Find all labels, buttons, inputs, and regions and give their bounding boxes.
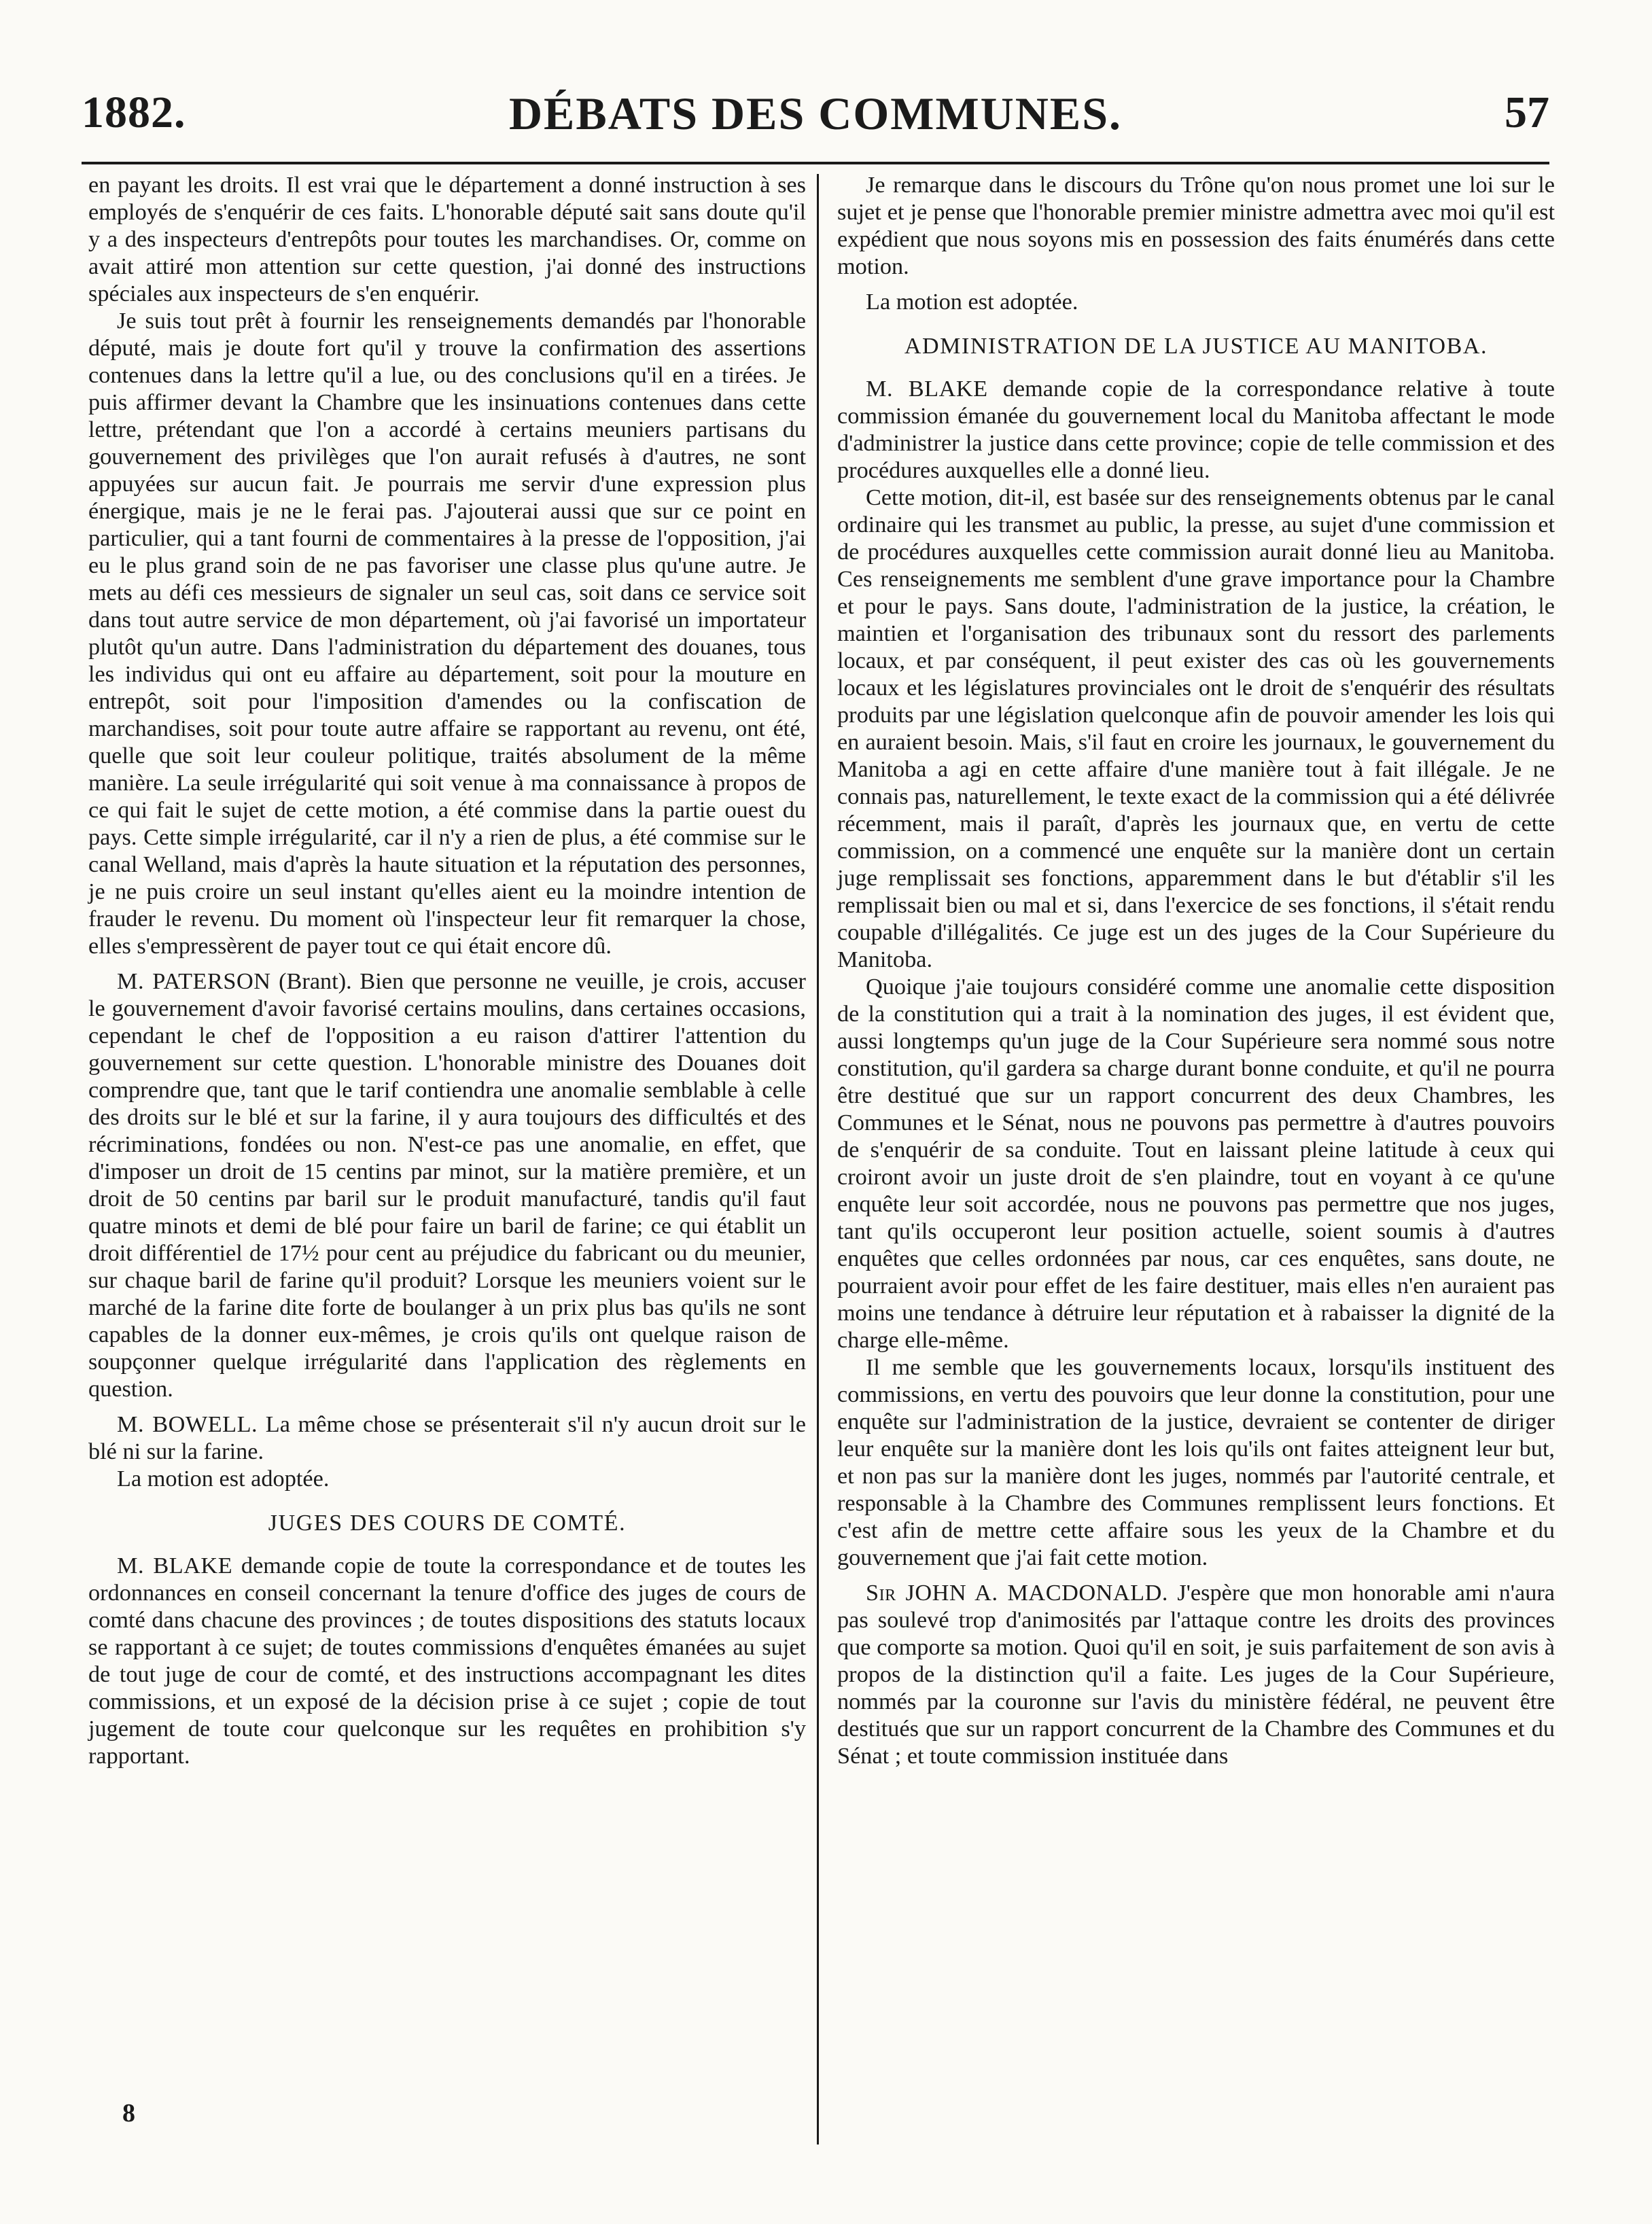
signature-mark: 8 [122, 2099, 135, 2128]
paragraph: Il me semble que les gouvernements locaux, lorsqu'ils instituent des commissions, en vertu des pouvoirs que leur donne la constitution, pour une enquête sur l'administration de la justice, devraient se contenter de diriger leur enquête sur la manière dont les lois qu'ils ont faites atteignent leur but, et non pas sur la manière dont les juges, nommés par l'autorité centrale, et responsable à la Chambre des Communes remplissent leurs fonctions. Et c'est afin de mettre cette affaire sous les yeux de la Chambre et du gouvernement que j'ai fait cette motion. [837, 1354, 1555, 1570]
paragraph [88, 968, 806, 1402]
speech-text: demande copie de toute la correspondance et de toutes les ordonnances en conseil concernant la tenure d'office des juges de cours de comté dans chacune des provinces ; de toutes dispositions des statuts locaux se rapportant à ce sujet; de toutes commissions d'enquêtes émanées au sujet de tout juge de cour de comté, et des instructions accompagnant les dites commissions, et un exposé de la décision prise à ce sujet ; copie de tout jugement de toute cour quelconque sur les requêtes en prohibition s'y rapportant. [88, 1553, 806, 1769]
paragraph: Je remarque dans le discours du Trône qu'on nous promet une loi sur le sujet et je pense que l'honorable premier ministre admettra avec moi qu'il est expédient que nous soyons mis en possession des faits énumérés dans cette motion. [837, 172, 1555, 279]
speaker-name: M. BLAKE [866, 376, 988, 402]
speaker-name: M. BOWELL. [117, 1411, 258, 1437]
speech-text: La même chose se présenterait s'il n'y aucun droit sur le blé ni sur la farine. [88, 1411, 806, 1464]
paragraph [88, 1552, 806, 1769]
paragraph [837, 375, 1555, 484]
paragraph: en payant les droits. Il est vrai que le département a donné instruction à ses employés de s'enquérir de ces faits. L'honorable député sait sans doute qu'il y a des inspecteurs d'entrepôts pour toutes les marchandises. Or, comme on avait attiré mon attention sur cette question, j'ai donné des instructions spéciales aux inspecteurs de s'en enquérir. [88, 172, 806, 306]
speaker-name: Sir JOHN A. MACDONALD. [866, 1580, 1168, 1606]
speech-text: demande copie de la correspondance relative à toute commission émanée du gouvernement local du Manitoba affectant le mode d'administrer la justice dans cette province; copie de telle commission et des procédures auxquelles elle a donné lieu. [837, 376, 1555, 483]
section-heading: JUGES DES COURS DE COMTÉ. [268, 1511, 627, 1536]
section-heading: ADMINISTRATION DE LA JUSTICE AU MANITOBA. [904, 334, 1488, 359]
paragraph: La motion est adoptée. [117, 1466, 330, 1492]
paragraph [88, 1411, 806, 1465]
header-title: DÉBATS DES COMMUNES. [508, 88, 1123, 139]
paragraph: La motion est adoptée. [866, 289, 1078, 315]
left-column [88, 171, 806, 1769]
speech-text: (Brant). Bien que personne ne veuille, je crois, accuser le gouvernement d'avoir favorisé certains moulins, dans certaines occasions, cependant le chef de l'opposition a eu raison d'attirer l'attention du gouvernement sur cette question. L'honorable ministre des Douanes doit comprendre que, tant que le tarif contiendra une anomalie semblable à celle des droits sur le blé et sur la farine, il y aura toujours des difficultés et des récriminations, fondées ou non. N'est-ce pas une anomalie, en effet, que d'imposer un droit de 15 centins par minot, sur la matière première, et un droit de 50 centins par baril sur le produit manufacturé, tandis qu'il faut quatre minots et demi de blé pour faire un baril de farine; ce qui établit un droit différentiel de 17½ pour cent au préjudice du fabricant ou du meunier, sur chaque baril de farine qu'il produit? Lorsque les meuniers voient sur le marché de la farine dite forte de boulanger à un prix plus bas qu'ils ne sont capables de la donner eux-mêmes, je crois qu'ils ont quelque raison de soupçonner quelque irrégularité dans l'application des règlements en question. [88, 968, 806, 1402]
paragraph: Je suis tout prêt à fournir les renseignements demandés par l'honorable député, mais je doute fort qu'il y trouve la confirmation des assertions contenues dans la lettre qu'il a lue, ou des conclusions qu'il en a tirées. Je puis affirmer devant la Chambre que les insinuations contenues dans cette lettre, prétendant que l'on a accordé à certains meuniers partisans du gouvernement des privilèges que l'on aurait refusés à d'autres, ne sont appuyées sur aucun fait. Je pourrais me servir d'une expression plus énergique, mais je ne le ferai pas. J'ajouterai aussi que sur ce point en particulier, qui a tant fourni de commentaires à la presse de l'opposition, j'ai eu le plus grand soin de ne pas favoriser une classe plus qu'une autre. Je mets au défi ces messieurs de signaler un seul cas, soit dans ce service soit dans tout autre service de mon département, où j'ai favorisé un importateur plutôt qu'un autre. Dans l'administration du département des douanes, tous les individus qui ont eu affaire au département, soit pour la mouture en entrepôt, soit pour l'imposition d'amendes ou la confiscation de marchandises, soit pour toute autre affaire se rapportant au revenu, ont été, quelle que soit leur couleur politique, traités absolument de la même manière. La seule irrégularité qui soit venue à ma connaissance à propos de ce qui fait le sujet de cette motion, a été commise dans la partie ouest du pays. Cette simple irrégularité, car il n'y a rien de plus, a été commise sur le canal Welland, mais d'après la haute situation et la réputation des personnes, je ne puis croire un seul instant qu'elles aient eu la moindre intention de frauder le revenu. Du moment où l'inspecteur leur fit remarquer la chose, elles s'empressèrent de payer tout ce qui était encore dû. [88, 308, 806, 959]
speaker-name: M. BLAKE [117, 1553, 233, 1578]
paragraph [837, 1579, 1555, 1769]
speech-text: J'espère que mon honorable ami n'aura pas soulevé trop d'animosités par l'attaque contre les droits des provinces que comporte sa motion. Quoi qu'il en soit, je suis parfaitement de son avis à propos de la distinction qu'il a faite. Les juges de la Cour Supérieure, nommés par la couronne sur l'avis du ministère fédéral, ne peuvent être destitués que sur un rapport concurrent de la Chambre des Communes et du Sénat ; et toute commission instituée dans [837, 1580, 1555, 1769]
page-number: 57 [1505, 88, 1549, 137]
column-divider [817, 174, 819, 2144]
speaker-name: M. PATERSON [117, 968, 271, 994]
header-rule [82, 162, 1549, 164]
paragraph: Cette motion, dit-il, est basée sur des renseignements obtenus par le canal ordinaire qui les transmet au public, la presse, au sujet d'une commission et de procédures auxquelles cette commission aurait donné lieu au Manitoba. Ces renseignements me semblent d'une grave importance pour la Chambre et pour le pays. Sans doute, l'administration de la justice, la création, le maintien et l'organisation des tribunaux sont du ressort des parlements locaux, et par conséquent, il peut exister des cas où les gouvernements locaux et les législatures provinciales ont le droit de s'enquérir des résultats produits par une législation quelconque afin de pouvoir amender les lois qui en auraient besoin. Mais, s'il faut en croire les journaux, le gouvernement du Manitoba a agi en cette affaire d'une manière tout à fait illégale. Je ne connais pas, naturellement, le texte exact de la commission qui a été délivrée récemment, mais il paraît, d'après les journaux que, en vertu de cette commission, on a commencé une enquête sur la manière dont un certain juge remplissait ses fonctions, apparemment dans le but d'établir s'il les remplissait bien ou mal et si, dans l'exercice de ses fonctions, il s'était rendu coupable d'illégalités. Ce juge est un des juges de la Cour Supérieure du Manitoba. [837, 484, 1555, 972]
right-column [837, 171, 1555, 1769]
paragraph: Quoique j'aie toujours considéré comme une anomalie cette disposition de la constitution qui a trait à la nomination des juges, il est évident que, aussi longtemps qu'un juge de la Cour Supérieure sera nommé sous notre constitution, qu'il gardera sa charge durant bonne conduite, et qu'il ne pourra être destitué que sur un rapport concurrent des deux Chambres, les Communes et le Sénat, nous ne pouvons pas permettre à d'autres pouvoirs de s'enquérir de sa conduite. Tout en laissant pleine latitude à ceux qui croiront avoir un juste droit de s'en plaindre, tout en voyant à ce qu'une enquête leur soit accordée, nous ne pouvons pas permettre que nos juges, tant qu'ils occuperont leur position actuelle, soient soumis à d'autres enquêtes que celles ordonnées par nous, car ces enquêtes, sans doute, ne pourraient avoir pour effet de les faire destituer, mais elles n'en auraient pas moins une tendance à détruire leur réputation et à rabaisser la dignité de la charge elle-même. [837, 974, 1555, 1353]
page-header [82, 87, 1549, 148]
header-year: 1882. [82, 88, 186, 137]
